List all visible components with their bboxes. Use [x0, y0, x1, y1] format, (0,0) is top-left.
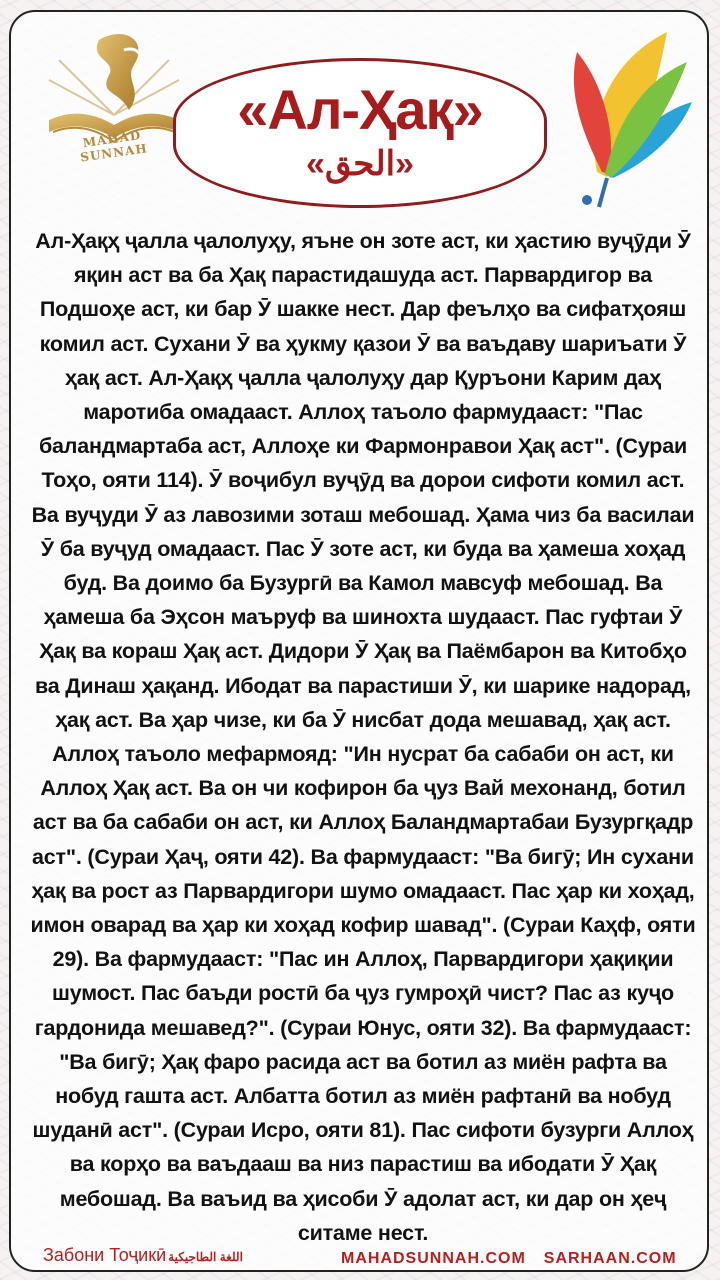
page-title-arabic: «الحق» [306, 145, 414, 183]
website-links [341, 1250, 677, 1268]
title-badge [173, 58, 547, 208]
website-link-mahadsunnah[interactable]: MAHADSUNNAH.COM [341, 1250, 526, 1267]
language-label-arabic: اللغة الطاجيكية [168, 1250, 243, 1264]
language-label [43, 1245, 243, 1266]
page-title: «Ал-Ҳақ» [237, 78, 483, 141]
website-link-sarhaan[interactable]: SARHAAN.COM [543, 1250, 677, 1267]
content-card [9, 10, 709, 1272]
logo-text: MAHAD SUNNAH [79, 128, 149, 165]
language-label-tajik: Забони Тоҷикӣ [43, 1245, 167, 1265]
article-text: Ал-Ҳақҳ ҷалла ҷалолуҳу, яъне он зоте аст, ки ҳастию вуҷӯди Ӯ яқин аст ва ба Ҳақ парастидашуда аст. Парвардигор ва Подшоҳе аст, ки бар Ӯ шакке нест. Дар феълҳо ва сифатҳояш комил аст. Сухани Ӯ ва ҳукму қазои Ӯ ва ваъдаву шариъати Ӯ ҳақ аст. Ал-Ҳақҳ ҷалла ҷалолуҳу дар Қуръони Карим даҳ маротиба омадааст. Аллоҳ таъоло фармудааст: "Пас баландмартаба аст, Аллоҳе ки Фармонравои Ҳақ аст". (Сураи Тоҳо, ояти 114). Ӯ воҷибул вуҷӯд ва дорои сифоти комил аст. Ва вуҷуди Ӯ аз лавозими зоташ мебошад. Ҳама чиз ба василаи Ӯ ба вуҷуд омадааст. Пас Ӯ зоте аст, ки буда ва ҳамеша хоҳад буд. Ва доимо ба Бузургӣ ва Камол мавсуф мебошад. Ва ҳамеша ба Эҳсон маъруф ва шинохта шудааст. Пас гуфтаи Ӯ Ҳақ ва кораш Ҳақ аст. Дидори Ӯ Ҳақ ва Паёмбарон ва Китобҳо ва Динаш ҳақанд. Ибодат ва парастиши Ӯ, ки шарике надорад, ҳақ аст. Ва ҳар чизе, ки ба Ӯ нисбат дода мешавад, ҳақ аст. Аллоҳ таъоло мефармояд: "Ин нусрат ба сабаби он аст, ки Аллоҳ Ҳақ аст. Ва он чи кофирон ба ҷуз Вай мехонанд, ботил аст ва ба сабаби он аст, ки Аллоҳ Баландмартабаи Бузургқадр аст". (Сураи Ҳаҷ, ояти 42). Ва фармудааст: "Ва бигӯ; Ин сухани ҳақ ва рост аз Парвардигори шумо омадааст. Пас ҳар ки хоҳад, имон оварад ва ҳар ки хоҳад кофир шавад". (Сураи Каҳф, ояти 29). Ва фармудааст: "Пас ин Аллоҳ, Парвардигори ҳақиқии шумост. Пас баъди ростӣ ба ҷуз гумроҳӣ чист? Пас аз куҷо гардонида мешавед?". (Сураи Юнус, ояти 32). Ва фармудааст: "Ва бигӯ; Ҳақ фаро расида аст ва ботил аз миён рафта ва нобуд гашта аст. Албатта ботил аз миён рафтанӣ ва нобуд шуданӣ аст". (Сураи Исро, ояти 81). Пас сифоти бузурги Аллоҳ ва корҳо ва ваъдааш ва низ парастиш ва ибодати Ӯ Ҳақ мебошад. Ва ваъид ва ҳисоби Ӯ адолат аст, ки дар он ҳеҷ ситаме нест. [30, 229, 696, 1245]
quill-feather-icon [547, 22, 697, 212]
